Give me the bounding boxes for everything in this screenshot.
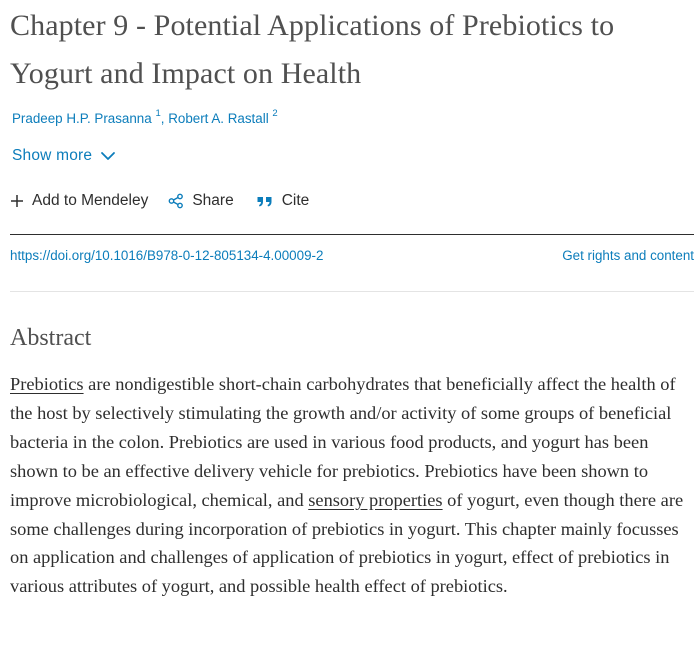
abstract-heading: Abstract [10,325,92,351]
share-button[interactable] [168,192,233,210]
author-link-prasanna[interactable] [12,108,161,126]
show-more-button[interactable] [12,147,116,165]
author-separator: , [160,111,169,126]
abstract-text-part: of yogurt, even though there are some challenges during incorporation of prebiotics in yogurt. This chapter mainly focusses on application and challenges of application of prebiotics in yogurt, effect of prebiotics in various attributes of yogurt, and possible health effect of prebiotics. [10,489,684,597]
add-to-mendeley-button[interactable] [10,192,148,210]
affiliation-marker: 2 [272,108,278,119]
share-icon [168,193,184,209]
author-list [12,108,278,126]
article-title: Chapter 9 - Potential Applications of Prebiotics to Yogurt and Impact on Health [10,9,615,90]
share-label: Share [192,192,234,209]
cite-button[interactable] [256,192,310,210]
article-toolbar [10,192,309,210]
author-name: Pradeep H.P. Prasanna [12,111,152,126]
quote-icon [256,194,274,208]
get-rights-link[interactable]: Get rights and content [562,248,694,263]
glossary-link-prebiotics[interactable]: Prebiotics [10,374,84,394]
chevron-down-icon [100,151,116,161]
cite-label: Cite [281,192,310,209]
doi-link[interactable]: https://doi.org/10.1016/B978-0-12-805134-4.00009-2 [10,248,324,263]
show-more-label: Show more [12,147,93,164]
divider [10,234,694,235]
glossary-link-sensory-properties[interactable]: sensory properties [308,489,443,510]
add-to-mendeley-label: Add to Mendeley [32,192,149,209]
abstract-text-part: are nondigestible short-chain carbohydrates that beneficially affect the health of the host by selectively stimulating the growth and/or activity of some groups of beneficial bacteria in the colon. Prebiotics are used in various food products, and yogurt has been shown to be an effective delivery vehicle for prebiotics. Prebiotics have been shown to improve microbiological, chemical, and [10,374,676,510]
author-link-rastall[interactable] [168,108,278,126]
divider [10,291,694,292]
plus-icon [10,194,24,208]
abstract-text [10,370,700,601]
affiliation-marker: 1 [155,108,161,119]
author-name: Robert A. Rastall [168,111,269,126]
